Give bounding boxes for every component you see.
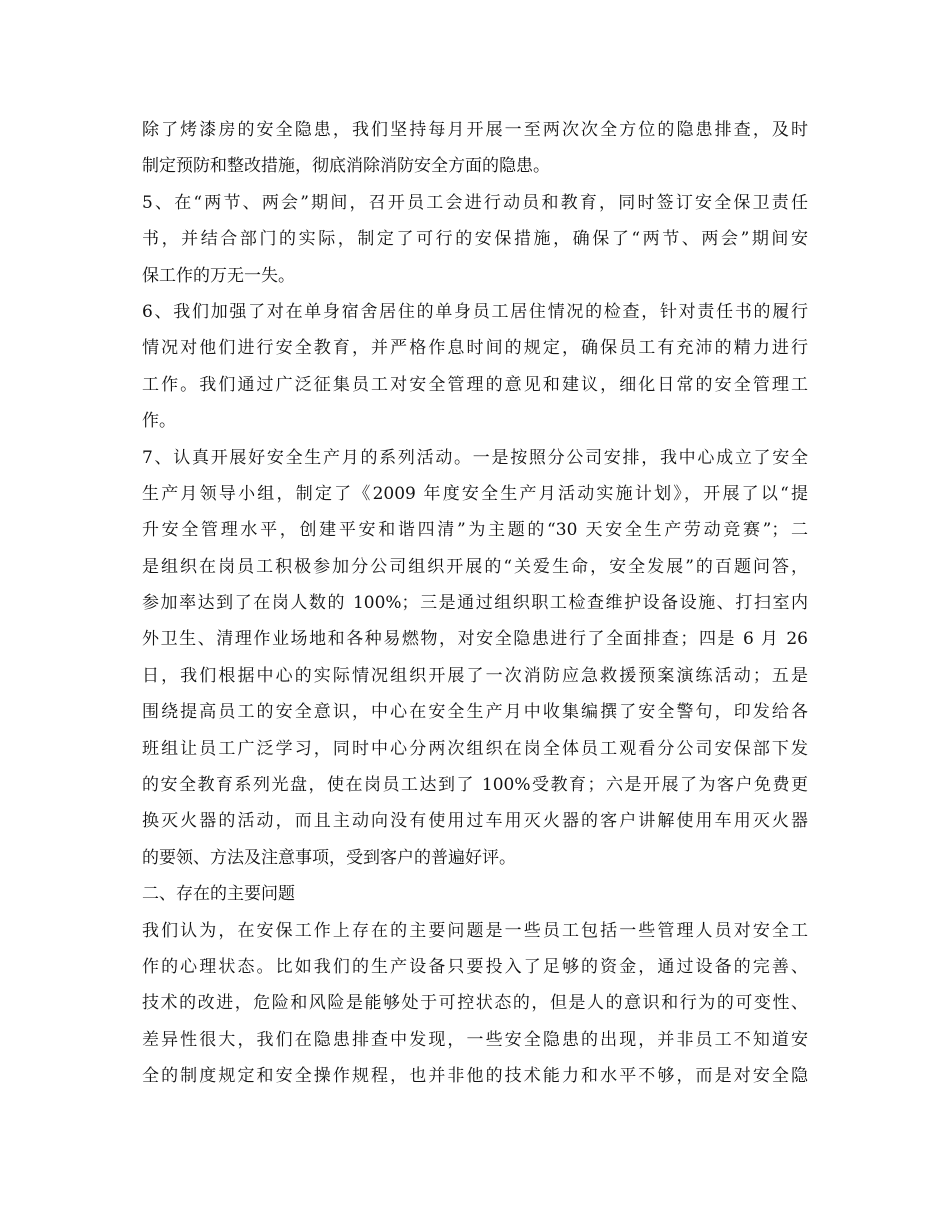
text-line: 生产月领导小组，制定了《2009 年度安全生产月活动实施计划》，开展了以“提 [142, 483, 808, 504]
text-line: 作。 [142, 411, 176, 432]
text-line: 差异性很大，我们在隐患排查中发现，一些安全隐患的出现，并非员工不知道安 [142, 1029, 808, 1050]
text-line: 5、在“两节、两会”期间，召开员工会进行动员和教育，同时签订安全保卫责任 [142, 192, 808, 213]
text-line: 制定预防和整改措施，彻底消除消防安全方面的隐患。 [142, 156, 550, 177]
text-line: 的安全教育系列光盘，使在岗员工达到了 100%受教育；六是开展了为客户免费更 [142, 775, 808, 796]
text-line: 外卫生、清理作业场地和各种易燃物，对安全隐患进行了全面排查；四是 6 月 26 [142, 629, 808, 650]
text-line: 作的心理状态。比如我们的生产设备只要投入了足够的资金，通过设备的完善、 [142, 956, 808, 977]
text-line: 班组让员工广泛学习，同时中心分两次组织在岗全体员工观看分公司安保部下发 [142, 738, 808, 759]
text-line: 是组织在岗员工积极参加分公司组织开展的“关爱生命，安全发展”的百题问答， [142, 556, 808, 577]
text-line: 日，我们根据中心的实际情况组织开展了一次消防应急救援预案演练活动；五是 [142, 665, 808, 686]
document-body [142, 112, 808, 1095]
text-line: 技术的改进，危险和风险是能够处于可控状态的，但是人的意识和行为的可变性、 [142, 993, 808, 1014]
text-line: 升安全管理水平，创建平安和谐四清”为主题的“30 天安全生产劳动竞赛”；二 [142, 520, 808, 541]
text-line: 围绕提高员工的安全意识，中心在安全生产月中收集编撰了安全警句，印发给各 [142, 702, 808, 723]
text-line: 书，并结合部门的实际，制定了可行的安保措施，确保了“两节、两会”期间安 [142, 229, 808, 250]
text-line: 除了烤漆房的安全隐患，我们坚持每月开展一至两次次全方位的隐患排查，及时 [142, 120, 808, 140]
text-line: 6、我们加强了对在单身宿舍居住的单身员工居住情况的检查，针对责任书的履行 [142, 301, 808, 322]
text-line: 工作。我们通过广泛征集员工对安全管理的意见和建议，细化日常的安全管理工 [142, 374, 808, 395]
text-line: 参加率达到了在岗人数的 100%；三是通过组织职工检查维护设备设施、打扫室内 [142, 593, 808, 614]
text-line: 情况对他们进行安全教育，并严格作息时间的规定，确保员工有充沛的精力进行 [142, 338, 808, 359]
text-line: 全的制度规定和安全操作规程，也并非他的技术能力和水平不够，而是对安全隐 [142, 1066, 808, 1087]
text-line: 换灭火器的活动，而且主动向没有使用过车用灭火器的客户讲解使用车用灭火器 [142, 811, 808, 832]
text-line: 7、认真开展好安全生产月的系列活动。一是按照分公司安排，我中心成立了安全 [142, 447, 808, 468]
text-line: 二、存在的主要问题 [142, 884, 295, 905]
text-line: 我们认为，在安保工作上存在的主要问题是一些员工包括一些管理人员对安全工 [142, 920, 808, 941]
text-line: 的要领、方法及注意事项，受到客户的普遍好评。 [142, 847, 516, 868]
text-line: 保工作的万无一失。 [142, 265, 295, 286]
